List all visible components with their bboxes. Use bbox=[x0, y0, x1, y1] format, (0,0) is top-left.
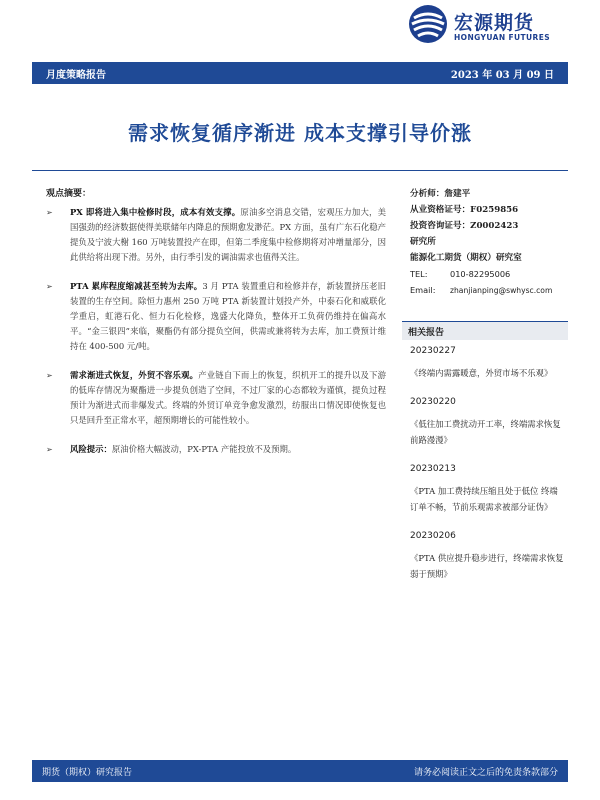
institute-name: 研究所 bbox=[410, 237, 436, 247]
arrow-bullet-icon: ➢ bbox=[46, 282, 53, 291]
point-text: 原油价格大幅波动，PX-PTA 产能投放不及预期。 bbox=[111, 444, 297, 454]
footer-left-text: 期货（期权）研究报告 bbox=[42, 768, 133, 778]
list-item[interactable] bbox=[410, 397, 566, 448]
related-reports-title: 相关报告 bbox=[408, 328, 445, 338]
cert-label: 从业资格证号： bbox=[410, 205, 471, 215]
list-item[interactable] bbox=[410, 531, 566, 582]
list-item[interactable] bbox=[410, 464, 566, 515]
point-lead: PTA 累库程度缩减甚至转为去库。 bbox=[70, 281, 203, 291]
consult-label: 投资咨询证号： bbox=[410, 221, 471, 231]
tel-label: TEL: bbox=[410, 269, 428, 279]
point-text: 原油多空消息交错，宏观压力加大，美国强劲的经济数据使得美联储年内降息的预期愈发渺茫。PX 方面，虽有广东石化稳产提负及宁波大榭 160 万吨装置投产在即，但第二季度集中检修期将对冲增量部分，因此供给将出现下滑。另外，由行季引发的调油需求也值得关注。 bbox=[70, 207, 387, 262]
point-lead: 风险提示： bbox=[70, 444, 112, 454]
logo-en-text: HONGYUAN FUTURES bbox=[454, 33, 551, 42]
report-type: 月度策略报告 bbox=[46, 70, 106, 81]
related-date: 20230227 bbox=[410, 346, 456, 356]
consult-line bbox=[410, 218, 568, 234]
related-title: 《PTA 加工费持续压缩且处于低位 终端订单不畅，节前乐观需求被部分证伪》 bbox=[410, 486, 558, 512]
company-logo bbox=[408, 4, 568, 48]
logo-cn-text: 宏源期货 bbox=[454, 12, 535, 34]
tel-number: 010-82295006 bbox=[450, 269, 511, 279]
dept-line bbox=[410, 250, 568, 266]
summary-label: 观点摘要： bbox=[46, 189, 92, 199]
related-date: 20230206 bbox=[410, 531, 456, 541]
cert-number: F0259856 bbox=[470, 205, 519, 215]
summary-point bbox=[46, 442, 386, 457]
arrow-bullet-icon: ➢ bbox=[46, 208, 53, 217]
tel-line bbox=[410, 266, 568, 282]
header-bar bbox=[32, 62, 568, 84]
analyst-name: 詹建平 bbox=[444, 189, 471, 199]
consult-number: Z0002423 bbox=[470, 221, 519, 231]
title-divider bbox=[32, 170, 568, 171]
list-item[interactable] bbox=[410, 346, 566, 381]
related-date: 20230220 bbox=[410, 397, 456, 407]
analyst-name-line bbox=[410, 186, 568, 202]
related-date: 20230213 bbox=[410, 464, 456, 474]
summary-point bbox=[46, 279, 386, 354]
analyst-name-label: 分析师： bbox=[410, 189, 445, 199]
report-title: 需求恢复循序渐进 成本支撑引导价涨 bbox=[128, 121, 472, 145]
arrow-bullet-icon: ➢ bbox=[46, 445, 53, 454]
arrow-bullet-icon: ➢ bbox=[46, 371, 53, 380]
email-line bbox=[410, 282, 568, 298]
hongyuan-logo-icon bbox=[408, 4, 448, 44]
point-text: 3 月 PTA 装置重启和检修并存，新装置挤压老旧装置的生存空间。除恒力惠州 250 万吨 PTA 新装置计划投产外，中泰石化和威联化学重启，虹港石化、恒力石化检修，逸盛大化降负，整体开工负荷仍维持在偏高水平。“金三银四”来临，聚酯仍有部分提负空间，供需或兼将转为去库，加工费预计维持在 400-500 元/吨。 bbox=[70, 281, 387, 351]
summary-point bbox=[46, 368, 386, 428]
point-lead: 需求渐进式恢复，外贸不容乐观。 bbox=[70, 370, 199, 380]
point-text: 产业链自下而上的恢复，织机开工的提升以及下游的低库存情况为聚酯进一步提负创造了空间，不过厂家的心态都较为谨慎，提负过程预计为渐进式而非爆发式。终端的外贸订单竞争愈发激烈，纺服出口情况即使恢复也只是回升至正常水平，超预期增长的可能性较小。 bbox=[70, 370, 387, 425]
related-title: 《低往加工费扰动开工率，终端需求恢复前路漫漫》 bbox=[410, 419, 561, 445]
analyst-info bbox=[410, 186, 568, 298]
related-title: 《终端内需露暖意，外贸市场不乐观》 bbox=[410, 368, 553, 378]
point-lead: PX 即将进入集中检修时段，成本有效支撑。 bbox=[70, 207, 241, 217]
footer-disclaimer: 请务必阅读正文之后的免责条款部分 bbox=[413, 768, 558, 778]
email-address[interactable]: zhanjianping@swhysc.com bbox=[450, 286, 553, 295]
summary-point bbox=[46, 205, 386, 265]
related-reports-list bbox=[410, 346, 566, 598]
related-reports-header bbox=[402, 321, 568, 340]
summary-section bbox=[46, 186, 386, 471]
report-date: 2023 年 03 月 09 日 bbox=[450, 70, 554, 81]
related-title: 《PTA 供应提升稳步进行，终端需求恢复弱于预期》 bbox=[410, 553, 564, 579]
institute-line bbox=[410, 234, 568, 250]
email-label: Email: bbox=[410, 285, 436, 295]
cert-line bbox=[410, 202, 568, 218]
dept-name: 能源化工期货（期权）研究室 bbox=[410, 253, 522, 263]
footer-bar bbox=[32, 760, 568, 782]
